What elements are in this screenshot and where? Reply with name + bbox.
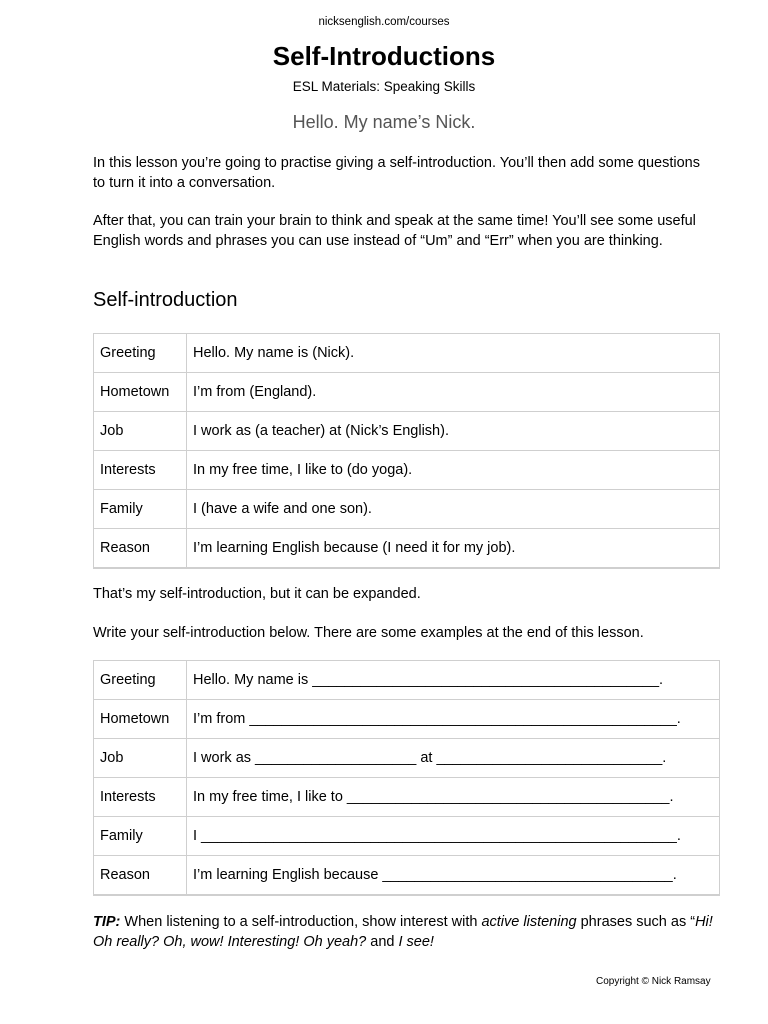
page-subtitle: ESL Materials: Speaking Skills: [292, 79, 476, 94]
row-fill-line[interactable]: Hello. My name is ___________________________________________.: [187, 661, 720, 700]
row-label: Job: [94, 412, 187, 451]
row-label: Interests: [94, 778, 187, 817]
row-label: Job: [94, 739, 187, 778]
row-label: Greeting: [94, 334, 187, 373]
table-row: [94, 778, 720, 817]
row-label: Hometown: [94, 700, 187, 739]
site-url: nicksenglish.com/courses: [318, 16, 450, 28]
row-fill-line[interactable]: I’m from _____________________________________________________.: [187, 700, 720, 739]
write-instruction: Write your self-introduction below. There are some examples at the end of this lesson.: [93, 625, 644, 641]
expand-note: That’s my self-introduction, but it can be expanded.: [93, 586, 421, 602]
section-heading: Self-introduction: [93, 289, 238, 311]
tip-phrase-final: I see!: [398, 933, 434, 950]
row-label: Interests: [94, 451, 187, 490]
table-row: [94, 529, 720, 569]
example-table: [93, 333, 720, 569]
row-text: Hello. My name is (Nick).: [187, 334, 720, 373]
table-row: [94, 490, 720, 529]
copyright: Copyright © Nick Ramsay: [596, 976, 711, 987]
tip-phrases: Hi! Oh really? Oh, wow! Interesting! Oh yeah?: [93, 914, 713, 950]
table-row: [94, 412, 720, 451]
intro-paragraph-1: In this lesson you’re going to practise giving a self-introduction. You’ll then add some questions to turn it into a conversation.: [93, 155, 700, 191]
tip-emphasis: active listening: [481, 914, 577, 930]
table-row: [94, 373, 720, 412]
row-text: I’m learning English because (I need it for my job).: [187, 529, 720, 569]
row-fill-line[interactable]: In my free time, I like to ________________________________________.: [187, 778, 720, 817]
table-row: [94, 817, 720, 856]
row-text: I (have a wife and one son).: [187, 490, 720, 529]
table-row: [94, 700, 720, 739]
row-label: Reason: [94, 856, 187, 896]
table-row: [94, 661, 720, 700]
tip-text: phrases such as “: [576, 914, 696, 930]
row-label: Family: [94, 490, 187, 529]
row-label: Greeting: [94, 661, 187, 700]
page-title: Self-Introductions: [272, 41, 496, 71]
tip-label: TIP:: [93, 914, 121, 930]
tip-text: and: [366, 933, 399, 950]
row-label: Reason: [94, 529, 187, 569]
row-text: I work as (a teacher) at (Nick’s English).: [187, 412, 720, 451]
table-row: [94, 856, 720, 896]
row-label: Family: [94, 817, 187, 856]
intro-paragraph-2: After that, you can train your brain to think and speak at the same time! You’ll see some useful English words and phrases you can use instead of “Um” and “Err” when you are thinking.: [93, 213, 696, 249]
tip-text: When listening to a self-introduction, show interest with: [120, 914, 482, 930]
table-row: [94, 334, 720, 373]
table-row: [94, 451, 720, 490]
row-text: In my free time, I like to (do yoga).: [187, 451, 720, 490]
row-fill-line[interactable]: I work as ____________________ at ____________________________.: [187, 739, 720, 778]
row-label: Hometown: [94, 373, 187, 412]
worksheet-table: [93, 660, 720, 896]
tip-paragraph: [93, 913, 723, 952]
row-fill-line[interactable]: I ___________________________________________________________.: [187, 817, 720, 856]
row-text: I’m from (England).: [187, 373, 720, 412]
row-fill-line[interactable]: I’m learning English because ____________________________________.: [187, 856, 720, 896]
table-row: [94, 739, 720, 778]
tagline: Hello. My name’s Nick.: [292, 112, 476, 132]
